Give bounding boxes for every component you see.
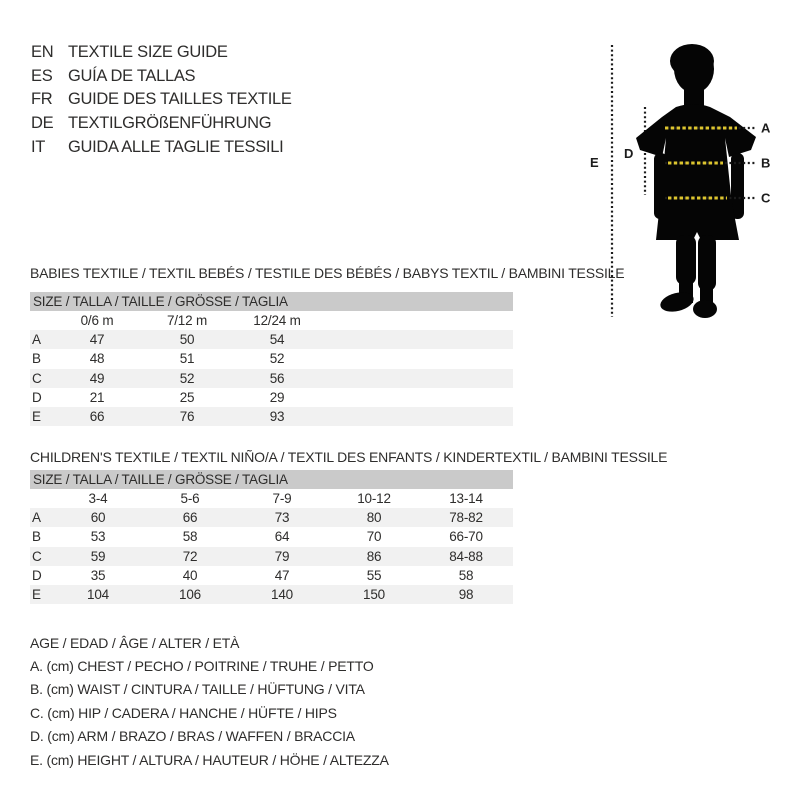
measure-value-cell: 59	[90, 548, 106, 564]
legend-line: E. (cm) HEIGHT / ALTURA / HAUTEUR / HÖHE / ALTEZZA	[30, 751, 389, 768]
measure-value-cell: 66	[182, 510, 198, 526]
size-column-header: 13-14	[449, 491, 483, 507]
measure-value-cell: 79	[274, 548, 290, 564]
measure-row-c	[30, 369, 513, 388]
children-section-title: CHILDREN'S TEXTILE / TEXTIL NIÑO/A / TEXTIL DES ENFANTS / KINDERTEXTIL / BAMBINI TESSILE	[30, 449, 668, 465]
size-column-header: 5-6	[180, 491, 200, 507]
measure-value-cell: 73	[274, 510, 290, 526]
size-column-header: 12/24 m	[253, 313, 301, 329]
language-row	[31, 135, 292, 159]
measure-row-label: C	[32, 370, 42, 386]
marker-label-d: D	[624, 146, 634, 161]
legend-line: AGE / EDAD / ÂGE / ALTER / ETÀ	[30, 634, 240, 651]
measure-value-cell: 140	[271, 587, 293, 603]
babies-size-header-bar: SIZE / TALLA / TAILLE / GRÖSSE / TAGLIA	[30, 292, 513, 311]
measure-value-cell: 86	[366, 548, 382, 564]
child-silhouette	[636, 44, 756, 318]
empty-corner-cell	[30, 489, 52, 508]
measure-value-cell: 51	[179, 351, 195, 367]
language-code: EN	[31, 43, 54, 62]
measure-value-cell: 35	[90, 567, 106, 583]
measure-value-cell: 40	[182, 567, 198, 583]
language-guide-title: TEXTILGRÖßENFÜHRUNG	[68, 114, 272, 133]
measure-value-cell: 104	[87, 587, 109, 603]
children-size-header-bar: SIZE / TALLA / TAILLE / GRÖSSE / TAGLIA	[30, 470, 513, 489]
measure-value-cell: 64	[274, 529, 290, 545]
legend-line: C. (cm) HIP / CADERA / HANCHE / HÜFTE / HIPS	[30, 704, 337, 721]
measure-row-label: B	[32, 529, 41, 545]
measure-value-cell: 98	[458, 587, 474, 603]
measure-value-cell: 150	[363, 587, 385, 603]
measure-value-cell: 93	[269, 409, 285, 425]
measure-value-cell: 50	[179, 332, 195, 348]
measure-value-cell: 52	[179, 370, 195, 386]
children-size-table	[30, 489, 513, 604]
measure-row-label: E	[32, 409, 41, 425]
measure-row-d	[30, 388, 513, 407]
marker-label-b: B	[761, 155, 771, 171]
measure-row-c	[30, 547, 513, 566]
measure-value-cell: 54	[269, 332, 285, 348]
measure-value-cell: 53	[90, 529, 106, 545]
measure-row-label: A	[32, 332, 41, 348]
language-guide-title: GUÍA DE TALLAS	[68, 66, 196, 85]
marker-label-a: A	[761, 120, 771, 136]
language-title-list	[31, 41, 292, 159]
language-guide-title: TEXTILE SIZE GUIDE	[68, 43, 228, 62]
measure-row-a	[30, 330, 513, 349]
measure-value-cell: 66-70	[449, 529, 483, 545]
measure-value-cell: 48	[89, 351, 105, 367]
size-column-header: 3-4	[88, 491, 108, 507]
language-row	[31, 65, 292, 89]
measure-row-b	[30, 527, 513, 546]
size-column-header: 7-9	[272, 491, 292, 507]
language-row	[31, 41, 292, 65]
measure-value-cell: 47	[274, 567, 290, 583]
measurement-legend	[30, 631, 389, 771]
measure-row-label: E	[32, 587, 41, 603]
measure-value-cell: 56	[269, 370, 285, 386]
language-row	[31, 112, 292, 136]
language-guide-title: GUIDA ALLE TAGLIE TESSILI	[68, 137, 284, 156]
babies-size-table	[30, 311, 513, 426]
measure-value-cell: 70	[366, 529, 382, 545]
empty-corner-cell	[30, 311, 52, 330]
measure-value-cell: 25	[179, 389, 195, 405]
measurement-figure	[580, 25, 800, 330]
measure-value-cell: 66	[89, 409, 105, 425]
language-row	[31, 88, 292, 112]
measure-value-cell: 106	[179, 587, 201, 603]
language-guide-title: GUIDE DES TAILLES TEXTILE	[68, 90, 292, 109]
measure-value-cell: 55	[366, 567, 382, 583]
measure-value-cell: 78-82	[449, 510, 483, 526]
size-column-header: 0/6 m	[80, 313, 114, 329]
size-columns-row	[30, 311, 513, 330]
measure-value-cell: 49	[89, 370, 105, 386]
measure-value-cell: 47	[89, 332, 105, 348]
measure-row-label: B	[32, 351, 41, 367]
size-column-header: 7/12 m	[166, 313, 208, 329]
marker-label-e: E	[590, 155, 599, 170]
measure-value-cell: 29	[269, 389, 285, 405]
measure-value-cell: 58	[458, 567, 474, 583]
size-column-header: 10-12	[357, 491, 391, 507]
measure-row-a	[30, 508, 513, 527]
legend-line: A. (cm) CHEST / PECHO / POITRINE / TRUHE / PETTO	[30, 658, 374, 675]
measure-value-cell: 72	[182, 548, 198, 564]
measure-value-cell: 84-88	[449, 548, 483, 564]
measure-value-cell: 60	[90, 510, 106, 526]
language-code: ES	[31, 66, 53, 85]
measure-row-d	[30, 566, 513, 585]
measure-value-cell: 76	[179, 409, 195, 425]
measure-value-cell: 58	[182, 529, 198, 545]
marker-label-c: C	[761, 190, 771, 206]
legend-line: B. (cm) WAIST / CINTURA / TAILLE / HÜFTUNG / VITA	[30, 681, 365, 698]
language-code: DE	[31, 114, 54, 133]
legend-line: D. (cm) ARM / BRAZO / BRAS / WAFFEN / BRACCIA	[30, 728, 355, 745]
measure-row-label: D	[32, 389, 42, 405]
size-columns-row	[30, 489, 513, 508]
measure-row-e	[30, 407, 513, 426]
measure-row-e	[30, 585, 513, 604]
measure-row-label: C	[32, 548, 42, 564]
measure-row-label: A	[32, 510, 41, 526]
language-code: FR	[31, 90, 53, 109]
measure-value-cell: 52	[269, 351, 285, 367]
measure-row-b	[30, 349, 513, 368]
language-code: IT	[31, 137, 46, 156]
measure-value-cell: 80	[366, 510, 382, 526]
measure-value-cell: 21	[89, 389, 105, 405]
babies-section-title: BABIES TEXTILE / TEXTIL BEBÉS / TESTILE DES BÉBÉS / BABYS TEXTIL / BAMBINI TESSILE	[30, 265, 625, 281]
measure-row-label: D	[32, 567, 42, 583]
